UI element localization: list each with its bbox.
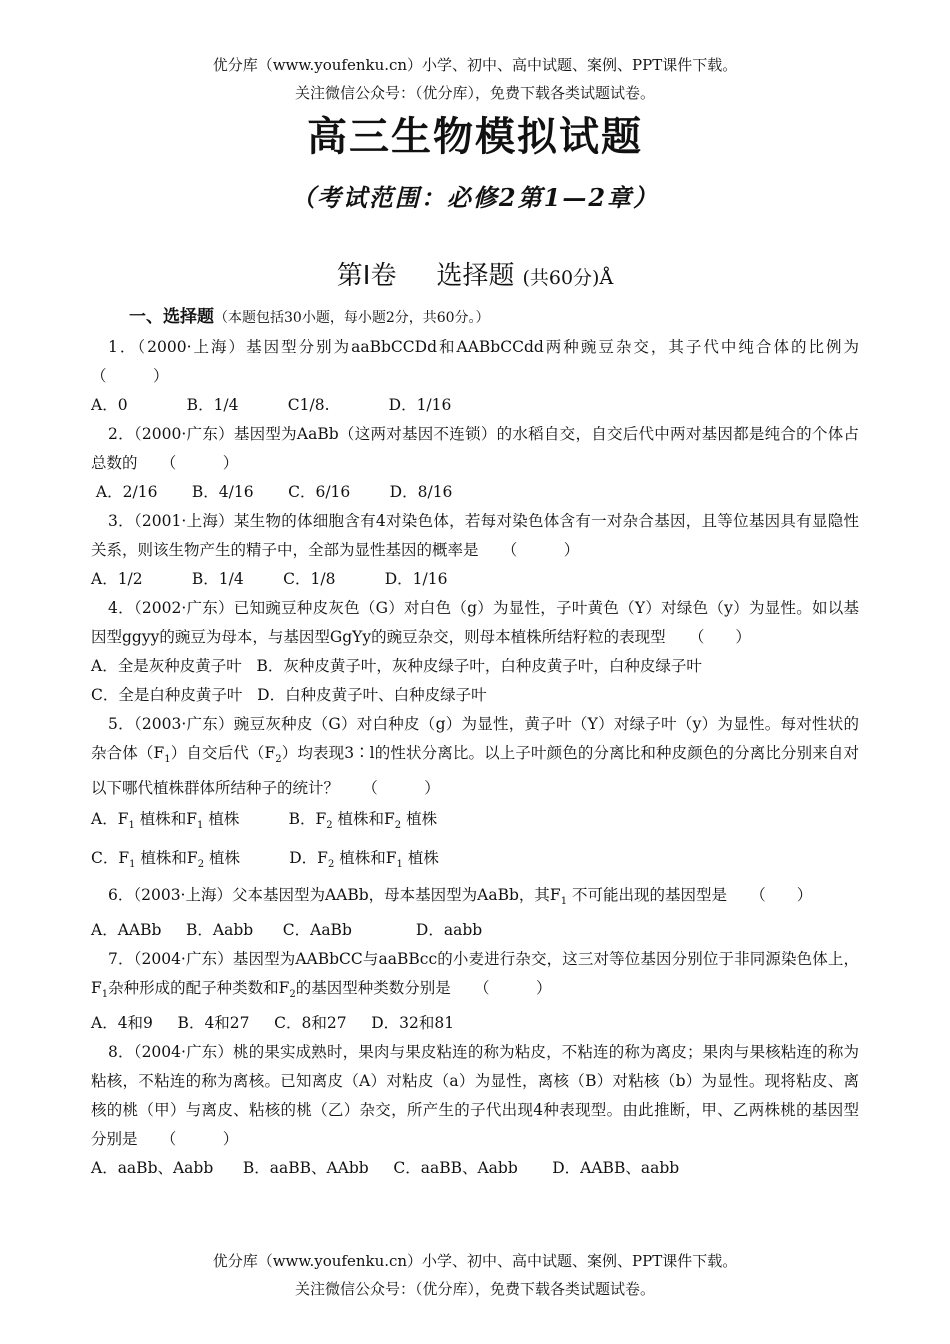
question-6: 6．（2003·上海）父本基因型为AABb，母本基因型为AaBb，其$F_1$ 不可能出现的基因型是 （ ）	[108, 886, 813, 908]
exam-scope-subtitle: （考试范围：必修2第1—2章）	[290, 183, 660, 212]
question-4-options-cd: C．全是白种皮黄子叶 D．白种皮黄子叶、白种皮绿子叶	[91, 686, 487, 704]
question-7-options: A．4和9 B．4和27 C．8和27 D．32和81	[91, 1014, 455, 1033]
section-heading	[129, 302, 859, 333]
footer-line-2: 关注微信公众号：（优分库），免费下载各类试题试卷。	[294, 1280, 655, 1298]
question-5-options-ab: A．$F_1$ 植株和$F_1$ 植株 B．$F_2$ 植株和$F_2$ 植株	[91, 810, 438, 832]
question-2: 2．（2000·广东）基因型为AaBb（这两对基因不连锁）的水稻自交，自交后代中两对基因都是纯合的个体占总数的 （ ）	[91, 425, 859, 472]
section-label: 一、选择题	[129, 307, 214, 327]
page-title: 高三生物模拟试题	[307, 114, 643, 160]
question-8: 8．（2004·广东）桃的果实成熟时，果肉与果皮粘连的称为粘皮，不粘连的称为离皮；果肉与果核粘连的称为粘核，不粘连的称为离核。已知离皮（A）对粘皮（a）为显性，离核（B）对粘核（b）为显性。现将粘皮、离核的桃（甲）与离皮、粘核的桃（乙）杂交，所产生的子代出现4种表现型。由此推断，甲、乙两株桃的基因型分别是 （ ）	[91, 1043, 859, 1149]
question-4-options-ab: A．全是灰种皮黄子叶 B．灰种皮黄子叶，灰种皮绿子叶，白种皮黄子叶，白种皮绿子叶	[91, 657, 702, 675]
question-7: 7．（2004·广东）基因型为AABbCC与aaBBcc的小麦进行杂交，这三对等位基因分别位于非同源染色体上，$F_1$杂种形成的配子种类数和$F_2$的基因型种类数分别是 （ ）	[91, 950, 859, 1001]
question-3: 3．（2001·上海）某生物的体细胞含有4对染色体，若每对染色体含有一对杂合基因，且等位基因具有显隐性关系，则该生物产生的精子中，全部为显性基因的概率是 （ ）	[91, 512, 859, 559]
question-4: 4．（2002·广东）已知豌豆种皮灰色（G）对白色（g）为显性，子叶黄色（Y）对绿色（y）为显性。如以基因型ggyy的豌豆为母本，与基因型GgYy的豌豆杂交，则母本植株所结籽粒的表现型 （ ）	[91, 599, 859, 646]
volume-score: (共60分)	[522, 267, 600, 289]
header-line-1: 优分库（www.youfenku.cn）小学、初中、高中试题、案例、PPT课件下载。	[212, 56, 738, 74]
question-body	[91, 302, 859, 1183]
volume-name: 选择题	[436, 261, 515, 291]
question-8-options: A．aaBb、Aabb B．aaBB、AAbb C．aaBB、Aabb D．AABB、aabb	[91, 1159, 680, 1178]
footer-line-1: 优分库（www.youfenku.cn）小学、初中、高中试题、案例、PPT课件下载。	[212, 1252, 738, 1270]
question-2-options: A．2/16 B．4/16 C．6/16 D．8/16	[91, 483, 453, 501]
question-6-options: A．AABb B．Aabb C．AaBb D．aabb	[91, 921, 483, 940]
volume-heading	[0, 255, 950, 292]
volume-mark: Å	[599, 267, 614, 289]
volume-prefix: 第Ⅰ卷	[336, 261, 397, 291]
question-1-options: A．0 B．1/4 C1/8. D．1/16	[91, 396, 452, 414]
question-1: 1．（2000·上海）基因型分别为aaBbCCDd和AABbCCdd两种豌豆杂交，其子代中纯合体的比例为（ ）	[91, 338, 859, 385]
header-line-2: 关注微信公众号：（优分库），免费下载各类试题试卷。	[294, 84, 655, 102]
question-5: 5．（2003·广东）豌豆灰种皮（G）对白种皮（g）为显性，黄子叶（Y）对绿子叶（y）为显性。每对性状的杂合体$(F_1)$自交后代$(F_2)$均表现3∶l的性状分离比。以上子叶颜色的分离比和种皮颜色的分离比分别来自对以下哪代植株群体所结种子的统计？ （ ）	[91, 715, 859, 798]
question-5-options-cd: C．$F_1$ 植株和$F_2$ 植株 D．$F_2$ 植株和$F_1$ 植株	[91, 849, 439, 871]
question-3-options: A．1/2 B．1/4 C．1/8 D．1/16	[91, 570, 448, 588]
section-note: （本题包括30小题，每小题2分，共60分。）	[214, 310, 490, 326]
